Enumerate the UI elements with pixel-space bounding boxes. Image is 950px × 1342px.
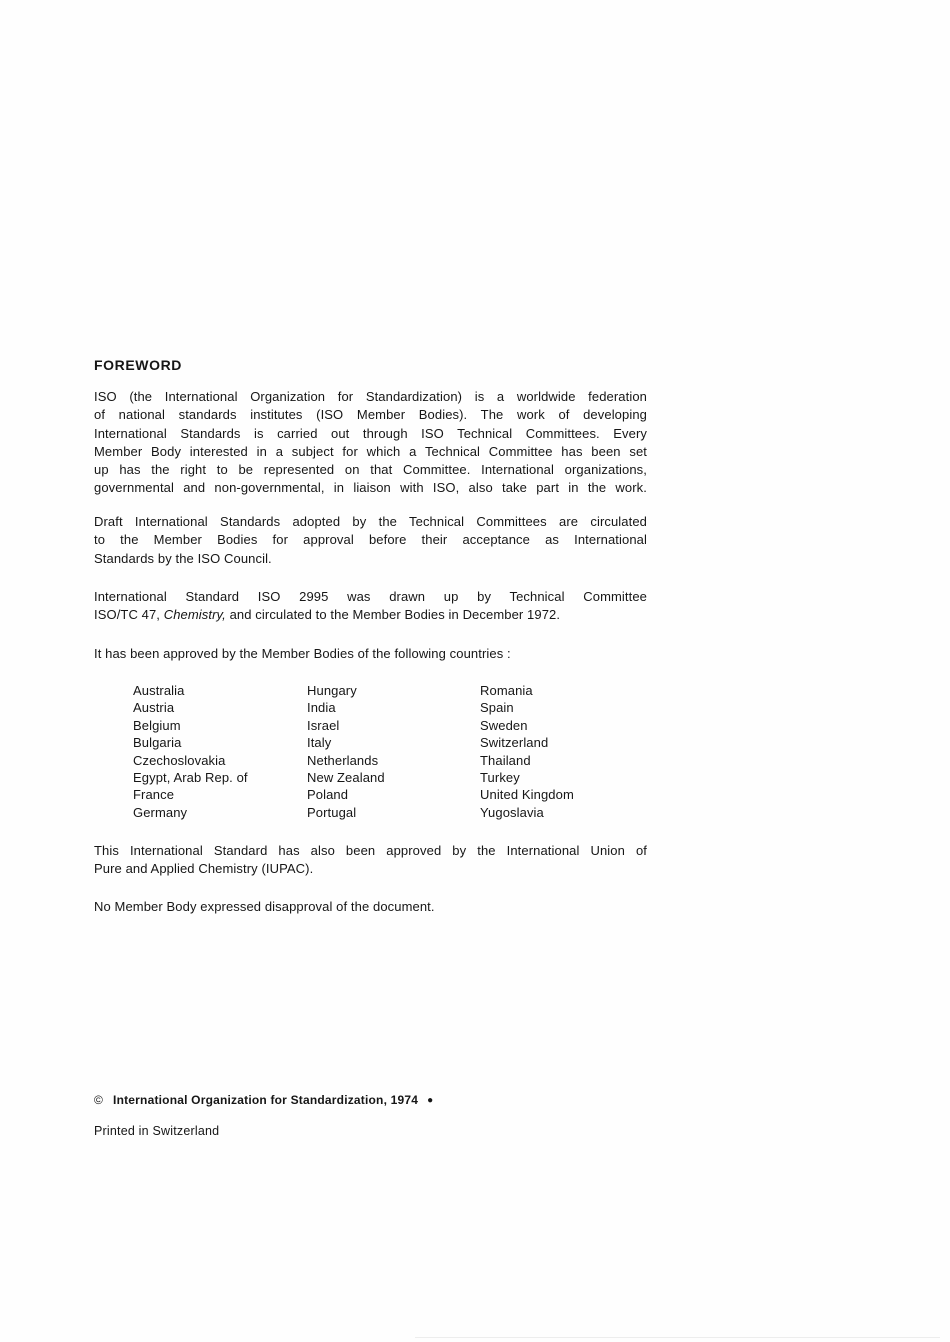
foreword-heading: FOREWORD bbox=[94, 357, 183, 373]
paragraph-line: to the Member Bodies for approval before their acceptance as International bbox=[94, 532, 647, 548]
copyright-icon: © bbox=[94, 1093, 104, 1107]
country-item: United Kingdom bbox=[480, 787, 574, 803]
country-item: New Zealand bbox=[307, 770, 385, 786]
country-item: Yugoslavia bbox=[480, 804, 544, 820]
paragraph-line: Draft International Standards adopted by the Technical Committees are circulated bbox=[94, 514, 647, 529]
countries-column-3 bbox=[480, 682, 574, 821]
printed-in-line: Printed in Switzerland bbox=[94, 1124, 220, 1138]
country-item: Thailand bbox=[480, 752, 531, 768]
paragraph-iupac bbox=[94, 842, 647, 879]
paragraph-line: Standards by the ISO Council. bbox=[94, 550, 272, 566]
paragraph-line: International Standards is carried out through ISO Technical Committees. Every bbox=[94, 425, 647, 441]
country-item: Spain bbox=[480, 700, 514, 716]
countries-column-1 bbox=[133, 682, 248, 821]
country-item: France bbox=[133, 787, 175, 803]
country-item: Germany bbox=[133, 804, 188, 820]
paragraph-draft-standards bbox=[94, 513, 647, 568]
country-item: Belgium bbox=[133, 717, 181, 733]
paragraph-line: ISO (the International Organization for Standardization) is a worldwide federation bbox=[94, 389, 647, 404]
approval-intro-line: It has been approved by the Member Bodies of the following countries : bbox=[94, 646, 511, 661]
country-item: Austria bbox=[133, 700, 175, 716]
bullet-icon: ● bbox=[427, 1095, 434, 1106]
copyright-notice bbox=[94, 1091, 647, 1110]
countries-list bbox=[94, 682, 647, 824]
paragraph-line: International Standard ISO 2995 was drawn up by Technical Committee bbox=[94, 589, 647, 604]
paragraph-line: governmental and non-governmental, in liaison with ISO, also take part in the work. bbox=[94, 480, 647, 496]
paragraph-line: This International Standard has also been approved by the International Union of bbox=[94, 843, 647, 858]
paragraph-line: Member Body interested in a subject for which a Technical Committee has been set bbox=[94, 443, 647, 459]
country-item: Sweden bbox=[480, 717, 528, 733]
country-item: Switzerland bbox=[480, 735, 549, 751]
circulated-text: and circulated to the Member Bodies in December 1972. bbox=[225, 607, 561, 623]
committee-title-italic: Chemistry, bbox=[163, 607, 226, 623]
copyright-text: International Organization for Standardization, 1974 bbox=[113, 1093, 419, 1107]
country-item: Australia bbox=[133, 683, 185, 698]
paragraph-no-disapproval: No Member Body expressed disapproval of the document. bbox=[94, 899, 435, 914]
country-item: Portugal bbox=[307, 804, 357, 820]
country-item: Romania bbox=[480, 683, 533, 698]
country-item: Hungary bbox=[307, 683, 357, 698]
country-item: Italy bbox=[307, 735, 332, 751]
country-item: Czechoslovakia bbox=[133, 752, 226, 768]
country-item: India bbox=[307, 700, 336, 716]
country-item: Poland bbox=[307, 787, 349, 803]
paragraph-iso-description bbox=[94, 388, 647, 498]
country-item: Israel bbox=[307, 717, 340, 733]
scan-artifact-line bbox=[415, 1337, 940, 1338]
countries-column-2 bbox=[307, 682, 385, 821]
country-item: Turkey bbox=[480, 770, 520, 786]
paragraph-line bbox=[94, 606, 647, 624]
committee-ref: ISO/TC 47, bbox=[94, 607, 164, 623]
paragraph-line: up has the right to be represented on that Committee. International organizations, bbox=[94, 462, 647, 478]
country-item: Bulgaria bbox=[133, 735, 182, 751]
paragraph-line: of national standards institutes (ISO Member Bodies). The work of developing bbox=[94, 407, 647, 423]
country-item: Netherlands bbox=[307, 752, 379, 768]
country-item: Egypt, Arab Rep. of bbox=[133, 770, 248, 786]
paragraph-line: Pure and Applied Chemistry (IUPAC). bbox=[94, 861, 314, 877]
paragraph-iso-2995 bbox=[94, 588, 647, 625]
